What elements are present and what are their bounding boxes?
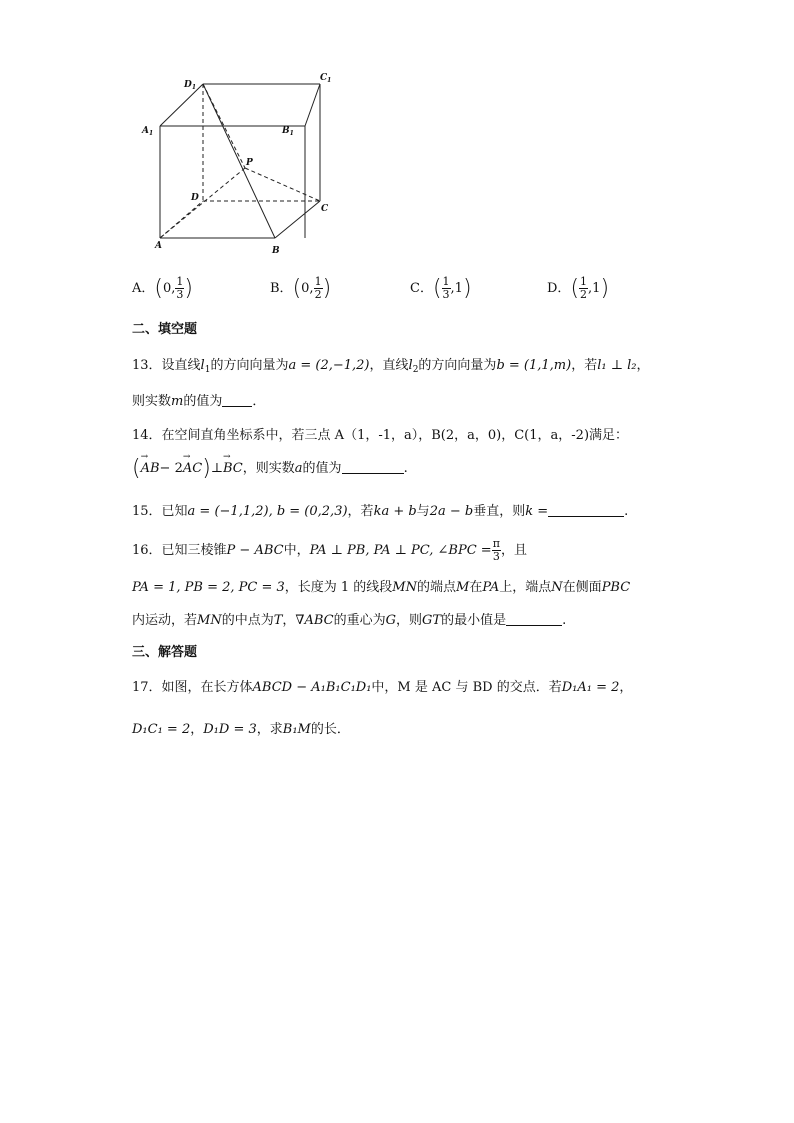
q12-option-a: A．(0, $\frac{1}{3}$ ) (132, 275, 193, 301)
question-15: 15．已知a = (−1,1,2), b = (0,2,3)，若ka + b与2a − b垂直，则k = . (132, 504, 629, 519)
label-A: A (155, 241, 162, 251)
section-heading-fill-blank: 二、填空题 (132, 322, 198, 337)
q12-option-d: D．( $\frac{1}{2}$ ,1) (547, 275, 610, 301)
label-D1: $D_1$ (184, 80, 196, 91)
fraction: $\frac{1}{2}$ (580, 275, 588, 301)
label-B1: $B_1$ (282, 126, 294, 137)
label-A1: $A_1$ (142, 126, 154, 137)
label-C: C (321, 204, 329, 214)
cube-figure (130, 66, 350, 256)
question-16-line1: 16．已知三棱锥P − ABC中，PA ⊥ PB, PA ⊥ PC, ∠BPC = $\frac{\pi}{3}$ ，且 (132, 537, 527, 563)
question-17-line2: D₁C₁ = 2，D₁D = 3，求B₁M的长． (132, 722, 350, 737)
answer-blank[interactable] (342, 461, 404, 474)
question-17-line1: 17．如图，在长方体ABCD − A₁B₁C₁D₁中，M 是 AC 与 BD 的交点．若D₁A₁ = 2， (132, 680, 633, 695)
answer-blank[interactable] (506, 613, 562, 626)
q12-option-b: B．(0, $\frac{1}{2}$ ) (270, 275, 332, 301)
question-13-line2: 则实数m的值为 ． (132, 394, 266, 409)
question-14-line1: 14．在空间直角坐标系中，若三点 A（1，-1，a），B(2，a，0)，C(1，a，-2)满足： (132, 428, 629, 443)
fraction: $\frac{1}{3}$ (442, 275, 450, 301)
q12-option-c: C．( $\frac{1}{3}$ ,1) (410, 275, 472, 301)
question-16-line3: 内运动，若MN的中点为T，∇ABC的重心为G，则GT的最小值是 . (132, 613, 567, 628)
fraction: $\frac{1}{3}$ (176, 275, 184, 301)
question-16-line2: PA = 1, PB = 2, PC = 3，长度为 1 的线段MN的端点M在PA上，端点N在侧面PBC (132, 580, 631, 595)
label-D: D (191, 193, 199, 203)
label-B: B (272, 246, 280, 256)
label-P: P (246, 158, 253, 168)
question-13-line1: 13．设直线$l_1$的方向向量为a = (2,−1,2)，直线$l_2$的方向向量为b = (1,1,m)，若l₁ ⊥ l₂， (132, 358, 650, 375)
fraction: $\frac{1}{2}$ (314, 275, 322, 301)
section-heading-solve: 三、解答题 (132, 645, 198, 660)
answer-blank[interactable] (222, 394, 252, 407)
answer-blank[interactable] (548, 504, 624, 517)
question-14-line2: (→ AB− 2→ AC)⊥→ BC，则实数a的值为 . (132, 456, 408, 481)
label-C1: $C_1$ (320, 73, 332, 84)
fraction: $\frac{\pi}{3}$ (492, 537, 500, 563)
